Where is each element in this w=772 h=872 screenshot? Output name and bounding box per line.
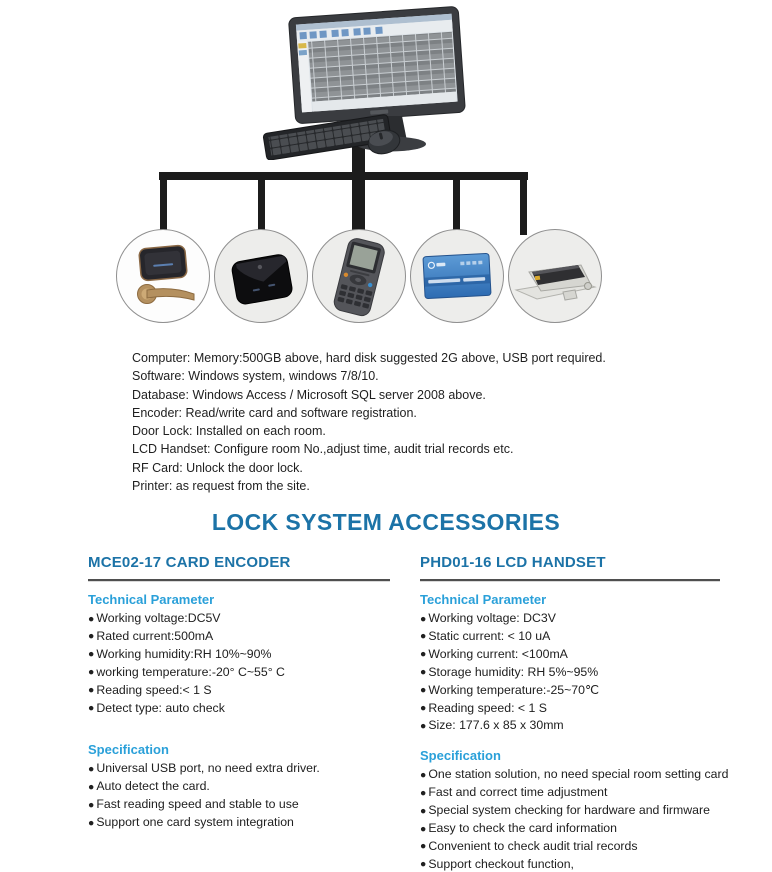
- technical-item: ● Static current: < 10 uA: [420, 628, 720, 646]
- technical-item: ● Working humidity:RH 10%~90%: [88, 646, 390, 664]
- technical-item: ● Working temperature:-25~70℃: [420, 682, 720, 700]
- card-encoder-image: [215, 230, 307, 322]
- monitor: [288, 6, 465, 124]
- technical-item: ● Working voltage: DC3V: [420, 610, 720, 628]
- technical-item: ● Working voltage:DC5V: [88, 610, 390, 628]
- computer-image: [262, 4, 494, 160]
- system-requirement-line: Door Lock: Installed on each room.: [132, 424, 326, 439]
- technical-parameter-list: [420, 610, 720, 735]
- specification-list: [420, 766, 729, 872]
- product-name: PHD01-16 LCD HANDSET: [420, 554, 606, 571]
- specification-item: ● Convenient to check audit trial records: [420, 838, 720, 856]
- device-circle-door-lock: [116, 229, 210, 323]
- technical-item: ● Rated current:500mA: [88, 628, 390, 646]
- device-circle-printer: [508, 229, 602, 323]
- specification-item: ● Support checkout function,: [420, 856, 720, 872]
- system-requirement-line: Software: Windows system, windows 7/8/10.: [132, 369, 379, 384]
- technical-item: ● Storage humidity: RH 5%~95%: [420, 664, 720, 682]
- system-requirement-line: Printer: as request from the site.: [132, 479, 310, 494]
- technical-item: ● Detect type: auto check: [88, 700, 390, 718]
- specification-heading: Specification: [420, 748, 501, 764]
- technical-item: ● working temperature:-20° C~55° C: [88, 664, 390, 682]
- specification-item: ● Support one card system integration: [88, 814, 390, 832]
- drop-line-1: [160, 179, 167, 235]
- system-requirement-line: Database: Windows Access / Microsoft SQL server 2008 above.: [132, 387, 486, 402]
- system-requirements: [132, 349, 672, 495]
- product-card-encoder: [88, 554, 390, 832]
- product-name: MCE02-17 CARD ENCODER: [88, 554, 291, 571]
- rf-card-image: [411, 230, 503, 322]
- system-requirement-line: LCD Handset: Configure room No.,adjust time, audit trial records etc.: [132, 442, 514, 457]
- specification-item: ● One station solution, no need special room setting card: [420, 766, 720, 784]
- technical-item: ● Reading speed: < 1 S: [420, 700, 720, 718]
- lcd-handset-image: [313, 230, 405, 322]
- drop-line-5: [520, 179, 527, 235]
- door-lock-image: [117, 230, 209, 322]
- printer-image: [509, 230, 601, 322]
- specification-list: [88, 760, 390, 832]
- device-circle-lcd-handset: [312, 229, 406, 323]
- technical-item: ● Size: 177.6 x 85 x 30mm: [420, 717, 720, 735]
- technical-parameter-heading: Technical Parameter: [420, 592, 547, 607]
- drop-line-4: [453, 179, 460, 235]
- specification-item: ● Fast and correct time adjustment: [420, 784, 720, 802]
- technical-parameter-heading: Technical Parameter: [88, 592, 215, 607]
- specification-item: ● Auto detect the card.: [88, 778, 390, 796]
- device-circle-rf-card: [410, 229, 504, 323]
- specification-item: ● Special system checking for hardware and firmware: [420, 802, 720, 820]
- technical-item: ● Reading speed:< 1 S: [88, 682, 390, 700]
- divider: [420, 579, 720, 581]
- system-requirement-line: RF Card: Unlock the door lock.: [132, 460, 303, 475]
- system-requirement-line: Computer: Memory:500GB above, hard disk suggested 2G above, USB port required.: [132, 351, 606, 365]
- specification-item: ● Easy to check the card information: [420, 820, 720, 838]
- specification-item: ● Universal USB port, no need extra driver.: [88, 760, 390, 778]
- bus-line: [159, 172, 528, 180]
- page-title: LOCK SYSTEM ACCESSORIES: [211, 509, 561, 535]
- technical-parameter-list: [88, 610, 390, 717]
- system-requirements-list: [132, 349, 672, 495]
- drop-line-3: [352, 179, 365, 235]
- specification-heading: Specification: [88, 742, 169, 758]
- system-requirement-line: Encoder: Read/write card and software registration.: [132, 405, 417, 420]
- specification-item: ● Fast reading speed and stable to use: [88, 796, 390, 814]
- device-circle-card-encoder: [214, 229, 308, 323]
- product-lcd-handset: [420, 554, 729, 872]
- divider: [88, 579, 390, 581]
- drop-line-2: [258, 179, 265, 235]
- technical-item: ● Working current: <100mA: [420, 646, 720, 664]
